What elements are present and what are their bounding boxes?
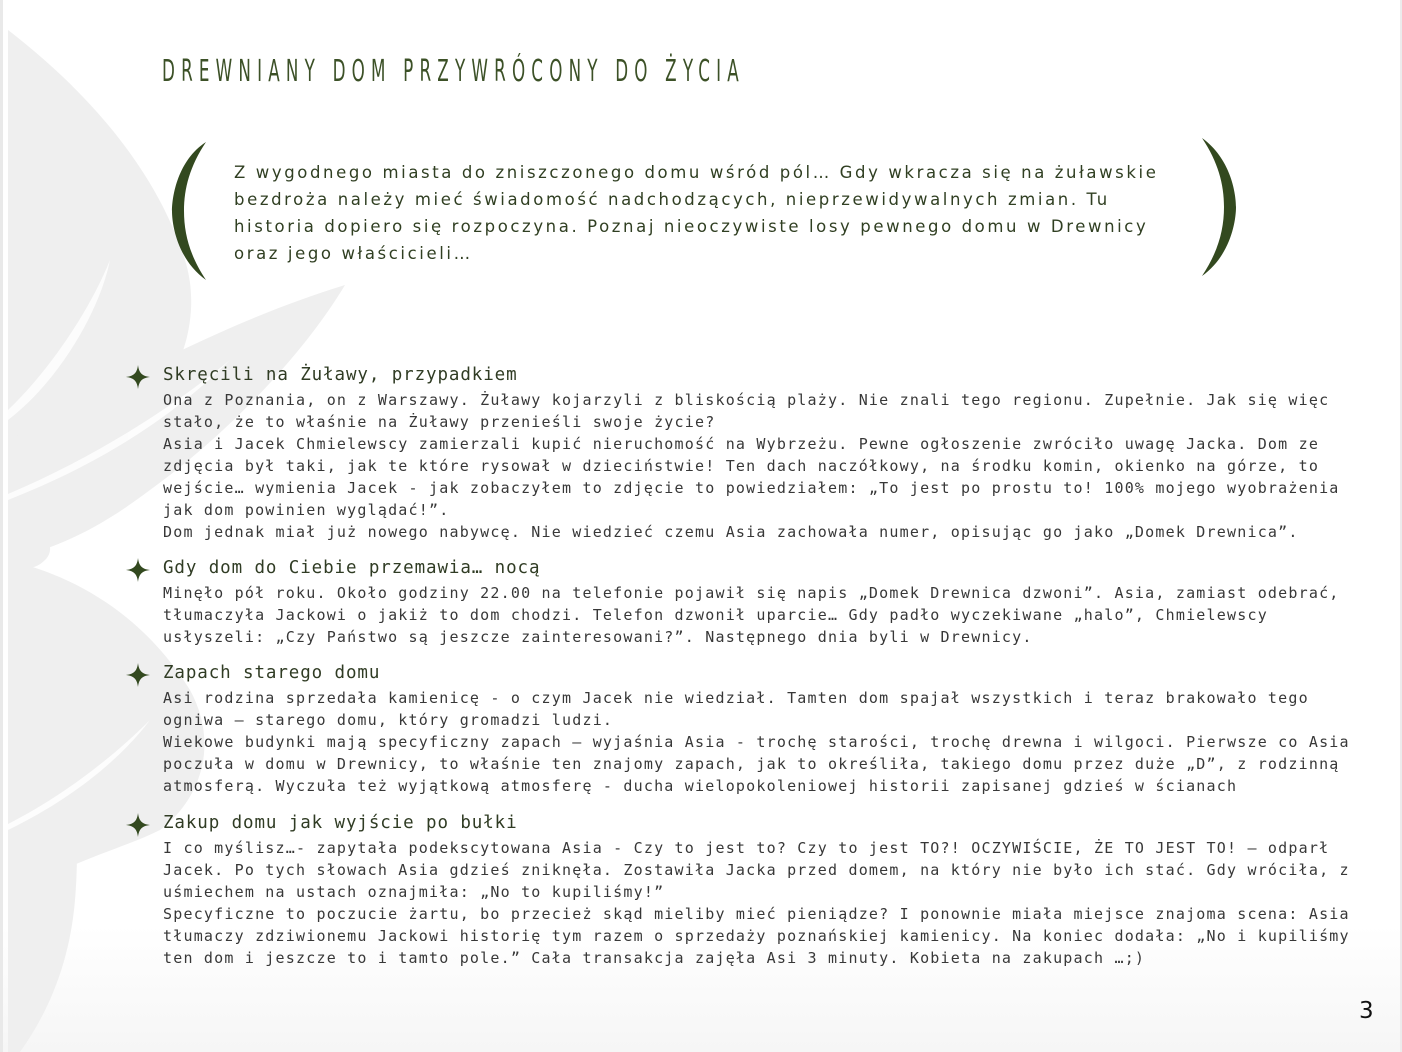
section-zapach-starego-domu: [126, 661, 1366, 797]
section-paragraph: Ona z Poznania, on z Warszawy. Żuławy kojarzyli z bliskością plaży. Nie znali tego regionu. Zupełnie. Jak się więc stało, że to właśnie na Żuławy przenieśli swoje życie?: [163, 391, 1330, 431]
lead-paragraph: Z wygodnego miasta do zniszczonego domu wśród pól… Gdy wkracza się na żuławskie bezdroża należy mieć świadomość nadchodzących, nieprzewidywalnych zmian. Tu historia dopiero się rozpoczyna. Poznaj nieoczywiste losy pewnego domu w Drewnicy oraz jego właścicieli…: [234, 163, 1159, 263]
section-skrecili-na-zulawy: [126, 363, 1366, 543]
section-heading: Skręcili na Żuławy, przypadkiem: [163, 365, 518, 385]
section-heading: Zakup domu jak wyjście po bułki: [163, 813, 518, 833]
section-paragraph: I co myślisz…- zapytała podekscytowana Asia - Czy to jest to? Czy to jest TO?! OCZYWIŚCIE, ŻE TO JEST TO! – odparł Jacek. Po tych słowach Asia gdzieś zniknęła. Zostawiła Jacka przed domem, na który nie było ich stać. Gdy wróciła, z uśmiechem na ustach oznajmiła: „No to kupiliśmy!”: [163, 839, 1350, 901]
section-gdy-dom-przemawia: [126, 556, 1366, 648]
four-point-star-icon: [126, 365, 150, 389]
parenthesis-right-icon: [1196, 134, 1240, 280]
section-body: [163, 582, 1363, 648]
section-paragraph: Specyficzne to poczucie żartu, bo przecież skąd mieliby mieć pieniądze? I ponownie miała miejsce znajoma scena: Asia tłumaczy zdziwionemu Jackowi historię tym razem o sprzedaży poznańskiej kamienicy. Na koniec dodała: „No i kupiliśmy ten dom i jeszcze to i tamto pole.” Cała transakcja zajęła Asi 3 minuty. Kobieta na zakupach …;): [163, 905, 1350, 967]
section-paragraph: Asia i Jacek Chmielewscy zamierzali kupić nieruchomość na Wybrzeżu. Pewne ogłoszenie zwróciło uwagę Jacka. Dom ze zdjęcia był taki, jak te które rysował w dzieciństwie! Ten dach naczółkowy, na środku komin, okienko na górze, to wejście… wymienia Jacek - jak zobaczyłem to zdjęcie to powiedziałem: „To jest po prostu to! 100% mojego wyobrażenia jak dom powinien wyglądać!”.: [163, 435, 1340, 519]
page-title: DREWNIANY DOM PRZYWRÓCONY DO ŻYCIA: [162, 54, 745, 89]
section-paragraph: Asi rodzina sprzedała kamienicę - o czym Jacek nie wiedział. Tamten dom spajał wszystkich i teraz brakowało tego ogniwa – starego domu, który gromadzi ludzi.: [163, 689, 1309, 729]
section-heading: Zapach starego domu: [163, 663, 381, 683]
section-zakup-domu: [126, 811, 1366, 969]
section-body: [163, 687, 1363, 797]
section-paragraph: Dom jednak miał już nowego nabywcę. Nie wiedzieć czemu Asia zachowała numer, opisując go jako „Domek Drewnica”.: [163, 523, 1299, 541]
section-paragraph: Wiekowe budynki mają specyficzny zapach – wyjaśnia Asia - trochę starości, trochę drewna i wilgoci. Pierwsze co Asia poczuła w domu w Drewnicy, to właśnie ten znajomy zapach, jak to określiła, takiego domu przez duże „D”, z rodzinną atmosferą. Wyczuła też wyjątkową atmosferę - ducha wielopokoleniowej historii zapisanej gdzieś w ścianach: [163, 733, 1350, 795]
section-paragraph: Minęło pół roku. Około godziny 22.00 na telefonie pojawił się napis „Domek Drewnica dzwoni”. Asia, zamiast odebrać, tłumaczyła Jackowi o jakiż to dom chodzi. Telefon dzwonił uparcie… Gdy padło wyczekiwane „halo”, Chmielewscy usłyszeli: „Czy Państwo są jeszcze zainteresowani?”. Następnego dnia byli w Drewnicy.: [163, 584, 1340, 646]
section-heading: Gdy dom do Ciebie przemawia… nocą: [163, 558, 541, 578]
four-point-star-icon: [126, 558, 150, 582]
four-point-star-icon: [126, 663, 150, 687]
page-number: 3: [1359, 998, 1374, 1024]
section-body: [163, 837, 1363, 969]
parenthesis-left-icon: [168, 138, 208, 284]
four-point-star-icon: [126, 813, 150, 837]
section-body: [163, 389, 1363, 543]
